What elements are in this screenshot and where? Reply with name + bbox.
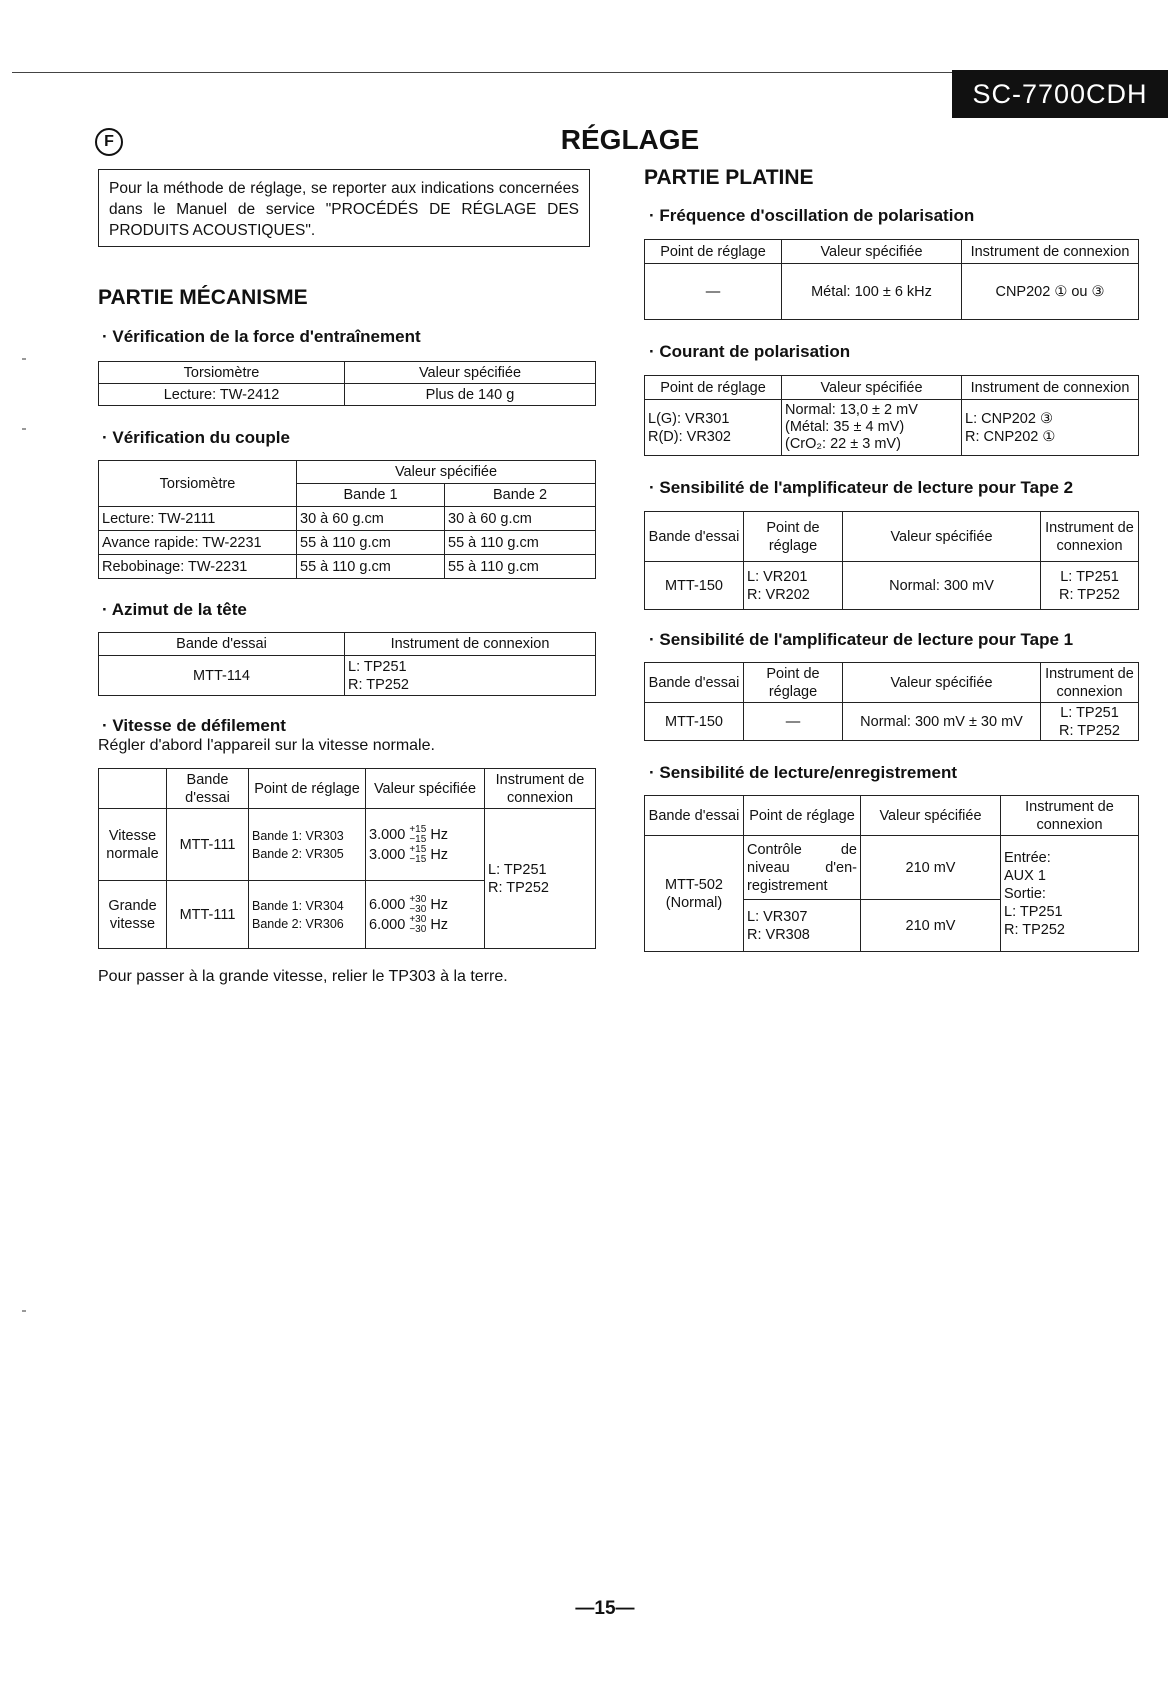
cell — [645, 400, 782, 456]
tol-up: +15 — [409, 843, 427, 855]
tol-up: +15 — [409, 823, 427, 835]
pt1: Bande 1: VR303 — [252, 828, 344, 843]
cell — [1041, 703, 1139, 741]
th-valeur: Valeur spécifiée — [843, 663, 1041, 703]
pt2: Bande 2: VR305 — [252, 846, 344, 861]
section-title-mecanisme: PARTIE MÉCANISME — [98, 286, 308, 309]
th-instrument: Instrument de connexion — [485, 769, 596, 809]
th-bande: Bande d'essai — [167, 769, 249, 809]
cell: — — [744, 703, 843, 741]
vitesse-table — [98, 768, 596, 949]
courant-table — [644, 375, 1139, 456]
th-bande: Bande d'essai — [645, 512, 744, 562]
pt1: Bande 1: VR304 — [252, 898, 344, 913]
th-instrument: Instrument de connexion — [962, 376, 1139, 400]
th-point: Point de réglage — [744, 512, 843, 562]
cell — [249, 881, 366, 949]
inst-1: AUX 1 — [1004, 867, 1046, 884]
cell — [249, 809, 366, 881]
th-valeur: Valeur spécifiée — [782, 376, 962, 400]
pt-l: L(G): VR301 — [648, 410, 730, 427]
inst-0: Entrée: — [1004, 849, 1051, 866]
th-valeur: Valeur spécifiée — [297, 461, 596, 484]
th-instrument: Instrument de connexion — [962, 240, 1139, 264]
page-number: —15— — [575, 1598, 635, 1619]
inst-l: L: TP251 — [488, 861, 547, 878]
th-point: Point de réglage — [744, 663, 843, 703]
tol-dn: −30 — [409, 923, 427, 935]
th-bande1: Bande 1 — [297, 484, 445, 507]
v2 — [369, 845, 481, 865]
inst-4: R: TP252 — [1004, 921, 1065, 938]
inst-l: L: TP251 — [1060, 568, 1119, 585]
inst-2: Sortie: — [1004, 885, 1046, 902]
cell: MTT-111 — [167, 881, 249, 949]
cell: 55 à 110 g.cm — [445, 555, 596, 579]
inst-r: R: TP252 — [488, 879, 549, 896]
tape2-table — [644, 511, 1139, 610]
tol-up: +30 — [409, 913, 427, 925]
th-instrument: Instrument de connexion — [1041, 512, 1139, 562]
vitesse-title: · Vitesse de défilement — [102, 716, 286, 735]
cell: 30 à 60 g.cm — [297, 507, 445, 531]
cell: Vitesse normale — [99, 809, 167, 881]
cell — [645, 836, 744, 952]
inst-r: R: TP252 — [1059, 586, 1120, 603]
cell: 55 à 110 g.cm — [297, 555, 445, 579]
v2 — [369, 915, 481, 935]
scan-speck — [22, 1310, 26, 1312]
cell: Grande vitesse — [99, 881, 167, 949]
th-valeur: Valeur spécifiée — [366, 769, 485, 809]
inst-l: L: CNP202 ③ — [965, 410, 1053, 427]
tape2-title: · Sensibilité de l'amplificateur de lecture pour Tape 2 — [649, 478, 1074, 497]
scan-speck — [22, 358, 26, 360]
cell: 55 à 110 g.cm — [445, 531, 596, 555]
v1 — [369, 895, 481, 915]
cell: Avance rapide: TW-2231 — [99, 531, 297, 555]
inst-l: L: TP251 — [1060, 704, 1119, 721]
unit: Hz — [430, 896, 449, 913]
cell: Normal: 300 mV ± 30 mV — [843, 703, 1041, 741]
th-instrument: Instrument de connexion — [345, 633, 596, 656]
cell — [962, 400, 1139, 456]
tol-dn: −30 — [409, 903, 427, 915]
pt-r: R(D): VR302 — [648, 428, 731, 445]
th-bande: Bande d'essai — [99, 633, 345, 656]
cell: Lecture: TW-2412 — [99, 384, 345, 406]
th-torsio: Torsiomètre — [99, 362, 345, 384]
inst-r: R: TP252 — [348, 676, 409, 693]
tol-dn: −15 — [409, 833, 427, 845]
language-mark-icon: F — [95, 128, 123, 156]
cell: 30 à 60 g.cm — [445, 507, 596, 531]
cell: 210 mV — [861, 836, 1001, 900]
cell — [366, 881, 485, 949]
cell: MTT-150 — [645, 703, 744, 741]
cell: MTT-111 — [167, 809, 249, 881]
tape1-table — [644, 662, 1139, 741]
v2: (Métal: 35 ± 4 mV) — [785, 419, 905, 435]
cell: Métal: 100 ± 6 kHz — [782, 264, 962, 320]
v2-val: 6.000 — [369, 916, 406, 933]
cell: Normal: 300 mV — [843, 562, 1041, 610]
th-valeur: Valeur spécifiée — [843, 512, 1041, 562]
tol-dn: −15 — [409, 853, 427, 865]
cell — [744, 562, 843, 610]
th-point: Point de réglage — [645, 376, 782, 400]
model-badge: SC-7700CDH — [952, 70, 1168, 118]
couple-table — [98, 460, 596, 579]
freq-title: · Fréquence d'oscillation de polarisation — [649, 206, 975, 225]
tape1-title: · Sensibilité de l'amplificateur de lecture pour Tape 1 — [649, 630, 1074, 649]
freq-table — [644, 239, 1139, 320]
th-point: Point de réglage — [744, 796, 861, 836]
unit: Hz — [430, 826, 449, 843]
cell — [744, 900, 861, 952]
cell — [345, 656, 596, 696]
header-rule — [12, 72, 962, 73]
vitesse-footnote: Pour passer à la grande vitesse, relier le TP303 à la terre. — [98, 968, 508, 985]
th-bande: Bande d'essai — [645, 663, 744, 703]
th-bande2: Bande 2 — [445, 484, 596, 507]
force-table — [98, 361, 596, 406]
unit: Hz — [430, 916, 449, 933]
enreg-table — [644, 795, 1139, 952]
section-title-platine: PARTIE PLATINE — [644, 166, 814, 189]
cell: 55 à 110 g.cm — [297, 531, 445, 555]
scan-speck — [22, 428, 26, 430]
cell — [782, 400, 962, 456]
pt2: Bande 2: VR306 — [252, 916, 344, 931]
page-title: RÉGLAGE — [560, 124, 700, 155]
pt-r: R: VR202 — [747, 586, 810, 603]
cell: MTT-150 — [645, 562, 744, 610]
th-valeur: Valeur spécifiée — [861, 796, 1001, 836]
th-point: Point de réglage — [249, 769, 366, 809]
v2-val: 3.000 — [369, 846, 406, 863]
th-instrument: Instrument de connexion — [1041, 663, 1139, 703]
pt-l: L: VR307 — [747, 908, 808, 925]
force-title: · Vérification de la force d'entraînement — [102, 327, 421, 346]
courant-title: · Courant de polarisation — [649, 342, 851, 361]
cell: Rebobinage: TW-2231 — [99, 555, 297, 579]
couple-title: · Vérification du couple — [102, 428, 290, 447]
th-torsio: Torsiomètre — [99, 461, 297, 507]
v1 — [369, 825, 481, 845]
cell: 210 mV — [861, 900, 1001, 952]
cell: MTT-114 — [99, 656, 345, 696]
cell: Contrôle de niveau d'en-registrement — [744, 836, 861, 900]
th-empty — [99, 769, 167, 809]
v1-val: 3.000 — [369, 826, 406, 843]
vitesse-intro: Régler d'abord l'appareil sur la vitesse normale. — [98, 737, 435, 754]
v1: Normal: 13,0 ± 2 mV — [785, 402, 918, 418]
tol-up: +30 — [409, 893, 427, 905]
bande2: (Normal) — [665, 894, 723, 911]
azimut-table — [98, 632, 596, 696]
pt-r: R: VR308 — [747, 926, 810, 943]
pt-l: L: VR201 — [747, 568, 808, 585]
inst-3: L: TP251 — [1004, 903, 1063, 920]
inst-r: R: TP252 — [1059, 722, 1120, 739]
cell — [1001, 836, 1139, 952]
th-point: Point de réglage — [645, 240, 782, 264]
cell — [366, 809, 485, 881]
bande1: MTT-502 — [664, 876, 723, 893]
note-box: Pour la méthode de réglage, se reporter aux indications concernées dans le Manuel de service "PROCÉDÉS DE RÉGLAGE DES PRODUITS ACOUSTIQUES". — [98, 169, 590, 247]
cell: Plus de 140 g — [345, 384, 596, 406]
unit: Hz — [430, 846, 449, 863]
v1-val: 6.000 — [369, 896, 406, 913]
inst-r: R: CNP202 ① — [965, 428, 1056, 445]
th-bande: Bande d'essai — [645, 796, 744, 836]
inst-l: L: TP251 — [348, 658, 407, 675]
v3: (CrO₂: 22 ± 3 mV) — [785, 436, 901, 452]
cell — [1041, 562, 1139, 610]
azimut-title: · Azimut de la tête — [102, 600, 247, 619]
cell: — — [645, 264, 782, 320]
th-valeur: Valeur spécifiée — [345, 362, 596, 384]
th-instrument: Instrument de connexion — [1001, 796, 1139, 836]
th-valeur: Valeur spécifiée — [782, 240, 962, 264]
cell: CNP202 ① ou ③ — [962, 264, 1139, 320]
enreg-title: · Sensibilité de lecture/enregistrement — [649, 763, 957, 782]
cell: Lecture: TW-2111 — [99, 507, 297, 531]
cell — [485, 809, 596, 949]
